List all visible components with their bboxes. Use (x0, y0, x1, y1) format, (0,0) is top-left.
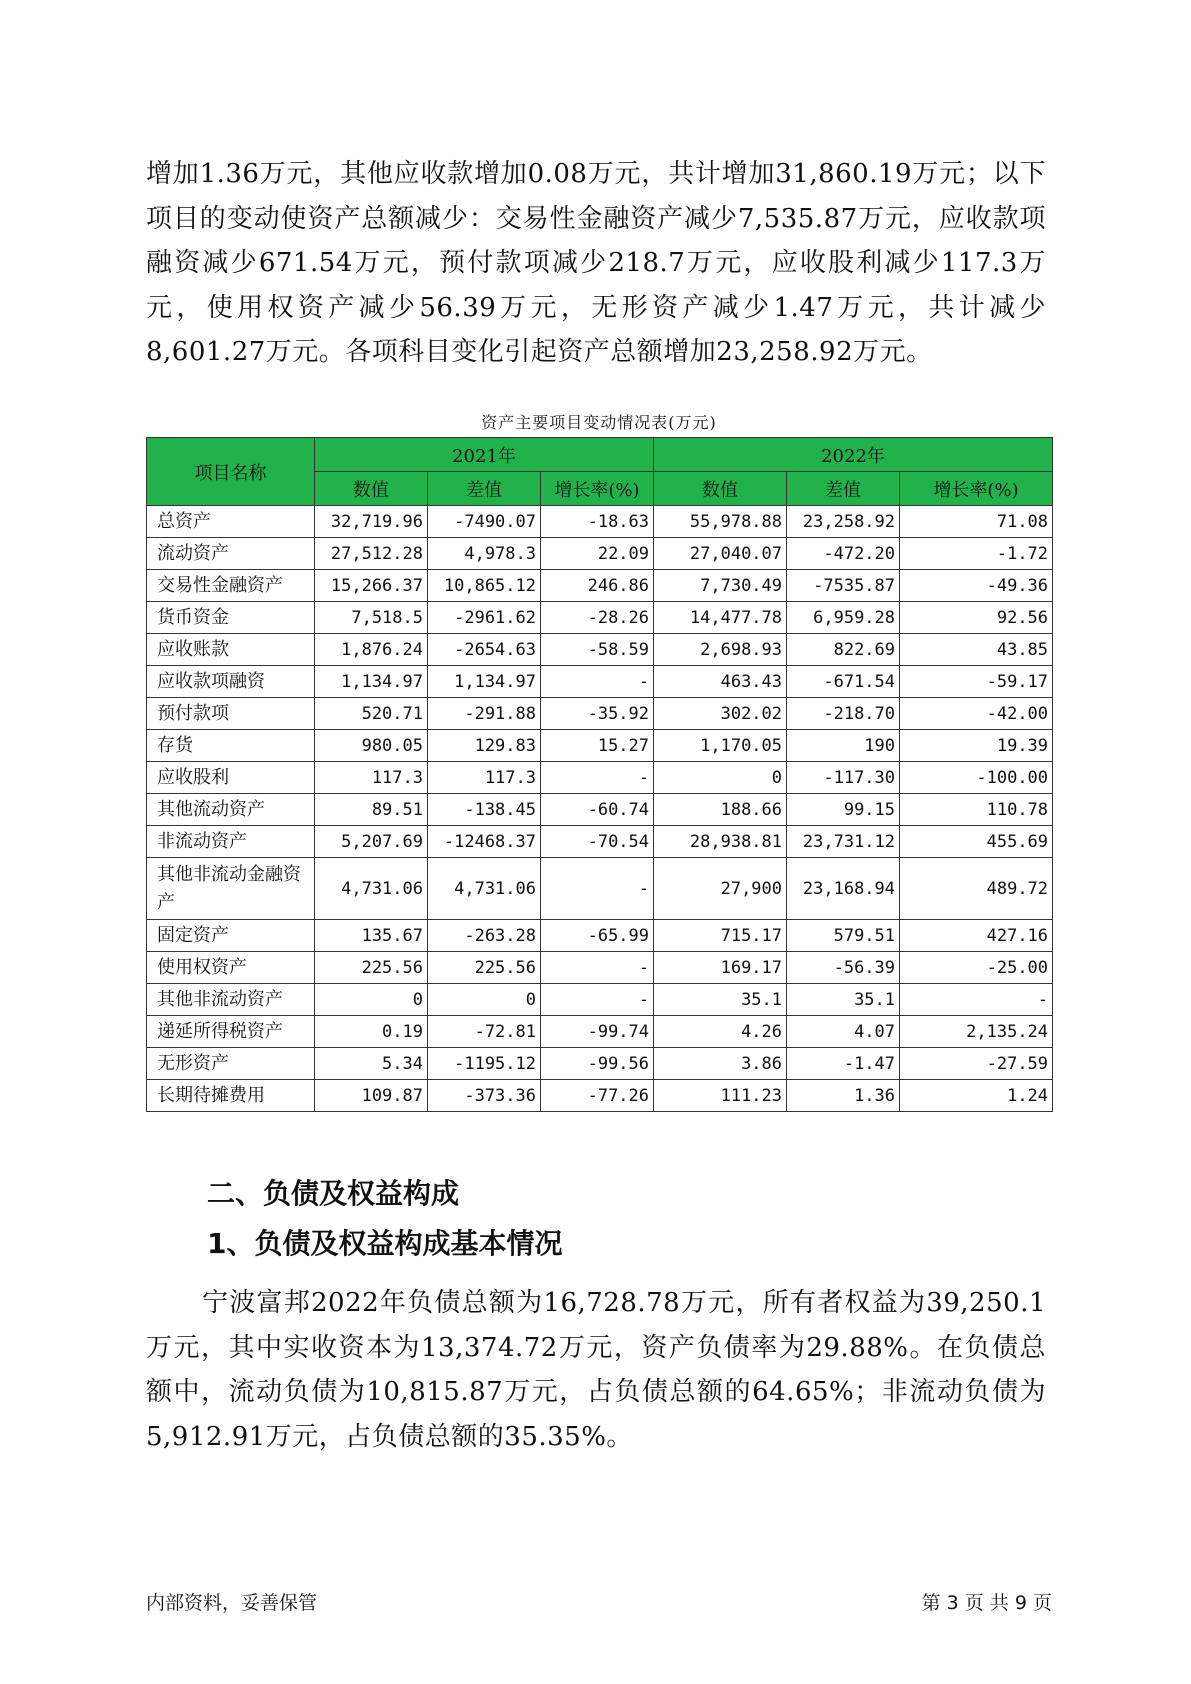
row-value-cell: 14,477.78 (654, 602, 787, 634)
row-value-cell: -18.63 (541, 506, 654, 538)
row-value-cell: 43.85 (900, 634, 1053, 666)
row-value-cell: - (541, 984, 654, 1016)
row-item-name: 预付款项 (147, 698, 315, 730)
row-value-cell: 110.78 (900, 794, 1053, 826)
row-value-cell: 0.19 (315, 1016, 428, 1048)
row-value-cell: 89.51 (315, 794, 428, 826)
row-value-cell: 71.08 (900, 506, 1053, 538)
table-row (147, 858, 1053, 920)
table-row (147, 634, 1053, 666)
row-value-cell: 4.26 (654, 1016, 787, 1048)
row-value-cell: 32,719.96 (315, 506, 428, 538)
row-value-cell: -2654.63 (428, 634, 541, 666)
row-value-cell: 99.15 (787, 794, 900, 826)
row-item-name: 存货 (147, 730, 315, 762)
row-value-cell: -472.20 (787, 538, 900, 570)
row-value-cell: 23,258.92 (787, 506, 900, 538)
row-value-cell: 35.1 (787, 984, 900, 1016)
row-value-cell: 455.69 (900, 826, 1053, 858)
row-value-cell: 4,731.06 (315, 858, 428, 920)
table-row (147, 698, 1053, 730)
row-value-cell: 246.86 (541, 570, 654, 602)
row-value-cell: -70.54 (541, 826, 654, 858)
row-value-cell: -58.59 (541, 634, 654, 666)
row-value-cell: - (541, 762, 654, 794)
row-value-cell: 225.56 (428, 952, 541, 984)
row-value-cell: 28,938.81 (654, 826, 787, 858)
row-value-cell: 117.3 (315, 762, 428, 794)
row-value-cell: -7490.07 (428, 506, 541, 538)
row-value-cell: - (541, 952, 654, 984)
row-value-cell: 15,266.37 (315, 570, 428, 602)
row-item-name: 流动资产 (147, 538, 315, 570)
row-item-name: 应收款项融资 (147, 666, 315, 698)
row-value-cell: 0 (315, 984, 428, 1016)
table-row (147, 794, 1053, 826)
table-row (147, 762, 1053, 794)
row-value-cell: 35.1 (654, 984, 787, 1016)
row-value-cell: 169.17 (654, 952, 787, 984)
table-caption: 资产主要项目变动情况表(万元) (481, 413, 717, 432)
row-value-cell: 1.24 (900, 1080, 1053, 1112)
liability-paragraph: 宁波富邦2022年负债总额为16,728.78万元，所有者权益为39,250.1万元，其中实收资本为13,374.72万元，资产负债率为29.88%。在负债总额中，流动负债为10,815.87万元，占负债总额的64.65%；非流动负债为5,912.91万元，占负债总额的35.35%。 (146, 1288, 1046, 1452)
subheader-value-2021: 数值 (315, 472, 428, 506)
row-value-cell: 15.27 (541, 730, 654, 762)
row-value-cell: -60.74 (541, 794, 654, 826)
row-item-name: 其他流动资产 (147, 794, 315, 826)
table-row (147, 730, 1053, 762)
row-value-cell: -117.30 (787, 762, 900, 794)
row-value-cell: 2,698.93 (654, 634, 787, 666)
table-row (147, 506, 1053, 538)
footer-page-number: 第 3 页 共 9 页 (921, 1592, 1052, 1614)
row-value-cell: 19.39 (900, 730, 1053, 762)
subsection-heading: 1、负债及权益构成基本情况 (207, 1227, 563, 1260)
row-value-cell: 1,170.05 (654, 730, 787, 762)
row-value-cell: -1195.12 (428, 1048, 541, 1080)
row-value-cell: 1,876.24 (315, 634, 428, 666)
header-year-2022: 2022年 (654, 438, 1053, 472)
row-value-cell: 2,135.24 (900, 1016, 1053, 1048)
row-value-cell: 1,134.97 (428, 666, 541, 698)
table-row (147, 1080, 1053, 1112)
row-value-cell: -100.00 (900, 762, 1053, 794)
row-value-cell: 109.87 (315, 1080, 428, 1112)
row-item-name: 应收账款 (147, 634, 315, 666)
row-value-cell: 23,168.94 (787, 858, 900, 920)
row-value-cell: 980.05 (315, 730, 428, 762)
row-value-cell: 23,731.12 (787, 826, 900, 858)
row-item-name: 使用权资产 (147, 952, 315, 984)
row-value-cell: 135.67 (315, 920, 428, 952)
row-value-cell: 427.16 (900, 920, 1053, 952)
header-item-name: 项目名称 (147, 438, 315, 506)
row-value-cell: 5.34 (315, 1048, 428, 1080)
row-value-cell: 129.83 (428, 730, 541, 762)
row-value-cell: 0 (654, 762, 787, 794)
row-value-cell: 188.66 (654, 794, 787, 826)
section-heading: 二、负债及权益构成 (207, 1177, 460, 1210)
intro-paragraph: 增加1.36万元，其他应收款增加0.08万元，共计增加31,860.19万元；以下项目的变动使资产总额减少：交易性金融资产减少7,535.87万元，应收款项融资减少671.54万元，预付款项减少218.7万元，应收股利减少117.3万元，使用权资产减少56.39万元，无形资产减少1.47万元，共计减少8,601.27万元。各项科目变化引起资产总额增加23,258.92万元。 (146, 159, 1046, 367)
row-value-cell: -77.26 (541, 1080, 654, 1112)
header-year-2021: 2021年 (315, 438, 654, 472)
row-item-name: 非流动资产 (147, 826, 315, 858)
asset-change-table (146, 437, 1053, 1112)
subheader-diff-2022: 差值 (787, 472, 900, 506)
row-value-cell: -291.88 (428, 698, 541, 730)
row-value-cell: 0 (428, 984, 541, 1016)
row-value-cell: 92.56 (900, 602, 1053, 634)
row-value-cell: 27,040.07 (654, 538, 787, 570)
footer-confidential: 内部资料，妥善保管 (146, 1592, 318, 1614)
row-value-cell: 715.17 (654, 920, 787, 952)
row-item-name: 应收股利 (147, 762, 315, 794)
subheader-growth-2022: 增长率(%) (900, 472, 1053, 506)
row-value-cell: -42.00 (900, 698, 1053, 730)
row-value-cell: -218.70 (787, 698, 900, 730)
row-value-cell: -99.74 (541, 1016, 654, 1048)
row-value-cell: 3.86 (654, 1048, 787, 1080)
row-value-cell: -25.00 (900, 952, 1053, 984)
row-value-cell: -12468.37 (428, 826, 541, 858)
row-value-cell: 822.69 (787, 634, 900, 666)
table-row (147, 952, 1053, 984)
row-value-cell: -65.99 (541, 920, 654, 952)
row-item-name: 长期待摊费用 (147, 1080, 315, 1112)
table-row (147, 1048, 1053, 1080)
row-value-cell: -99.56 (541, 1048, 654, 1080)
row-value-cell: -72.81 (428, 1016, 541, 1048)
row-value-cell: 55,978.88 (654, 506, 787, 538)
row-value-cell: 4,731.06 (428, 858, 541, 920)
row-value-cell: -59.17 (900, 666, 1053, 698)
row-value-cell: -263.28 (428, 920, 541, 952)
table-body (147, 506, 1053, 1112)
row-value-cell: 27,512.28 (315, 538, 428, 570)
table-row (147, 1016, 1053, 1048)
row-value-cell: 7,518.5 (315, 602, 428, 634)
row-value-cell: 117.3 (428, 762, 541, 794)
table-row (147, 602, 1053, 634)
row-value-cell: -7535.87 (787, 570, 900, 602)
table-row (147, 570, 1053, 602)
row-value-cell: -1.47 (787, 1048, 900, 1080)
row-item-name: 货币资金 (147, 602, 315, 634)
row-value-cell: 190 (787, 730, 900, 762)
row-value-cell: 7,730.49 (654, 570, 787, 602)
row-value-cell: 579.51 (787, 920, 900, 952)
row-value-cell: 4,978.3 (428, 538, 541, 570)
row-value-cell: -138.45 (428, 794, 541, 826)
row-value-cell: - (541, 666, 654, 698)
row-value-cell: -35.92 (541, 698, 654, 730)
row-item-name: 无形资产 (147, 1048, 315, 1080)
table-row (147, 538, 1053, 570)
row-item-name: 交易性金融资产 (147, 570, 315, 602)
row-value-cell: 10,865.12 (428, 570, 541, 602)
row-value-cell: - (541, 858, 654, 920)
row-value-cell: -28.26 (541, 602, 654, 634)
row-value-cell: 1.36 (787, 1080, 900, 1112)
row-value-cell: 463.43 (654, 666, 787, 698)
row-value-cell: 225.56 (315, 952, 428, 984)
table-row (147, 826, 1053, 858)
row-value-cell: -2961.62 (428, 602, 541, 634)
row-value-cell: 111.23 (654, 1080, 787, 1112)
subheader-value-2022: 数值 (654, 472, 787, 506)
subheader-growth-2021: 增长率(%) (541, 472, 654, 506)
row-value-cell: 489.72 (900, 858, 1053, 920)
row-item-name: 总资产 (147, 506, 315, 538)
row-value-cell: -27.59 (900, 1048, 1053, 1080)
row-value-cell: -1.72 (900, 538, 1053, 570)
row-value-cell: 6,959.28 (787, 602, 900, 634)
row-value-cell: 27,900 (654, 858, 787, 920)
row-value-cell: 302.02 (654, 698, 787, 730)
row-value-cell: -671.54 (787, 666, 900, 698)
table-row (147, 984, 1053, 1016)
row-value-cell: 4.07 (787, 1016, 900, 1048)
table-row (147, 920, 1053, 952)
row-value-cell: - (900, 984, 1053, 1016)
row-item-name: 递延所得税资产 (147, 1016, 315, 1048)
row-item-name: 其他非流动资产 (147, 984, 315, 1016)
row-value-cell: 520.71 (315, 698, 428, 730)
row-value-cell: 5,207.69 (315, 826, 428, 858)
row-value-cell: 1,134.97 (315, 666, 428, 698)
row-value-cell: -49.36 (900, 570, 1053, 602)
row-item-name: 其他非流动金融资产 (147, 858, 315, 920)
row-item-name: 固定资产 (147, 920, 315, 952)
subheader-diff-2021: 差值 (428, 472, 541, 506)
row-value-cell: -56.39 (787, 952, 900, 984)
row-value-cell: -373.36 (428, 1080, 541, 1112)
table-row (147, 666, 1053, 698)
row-value-cell: 22.09 (541, 538, 654, 570)
